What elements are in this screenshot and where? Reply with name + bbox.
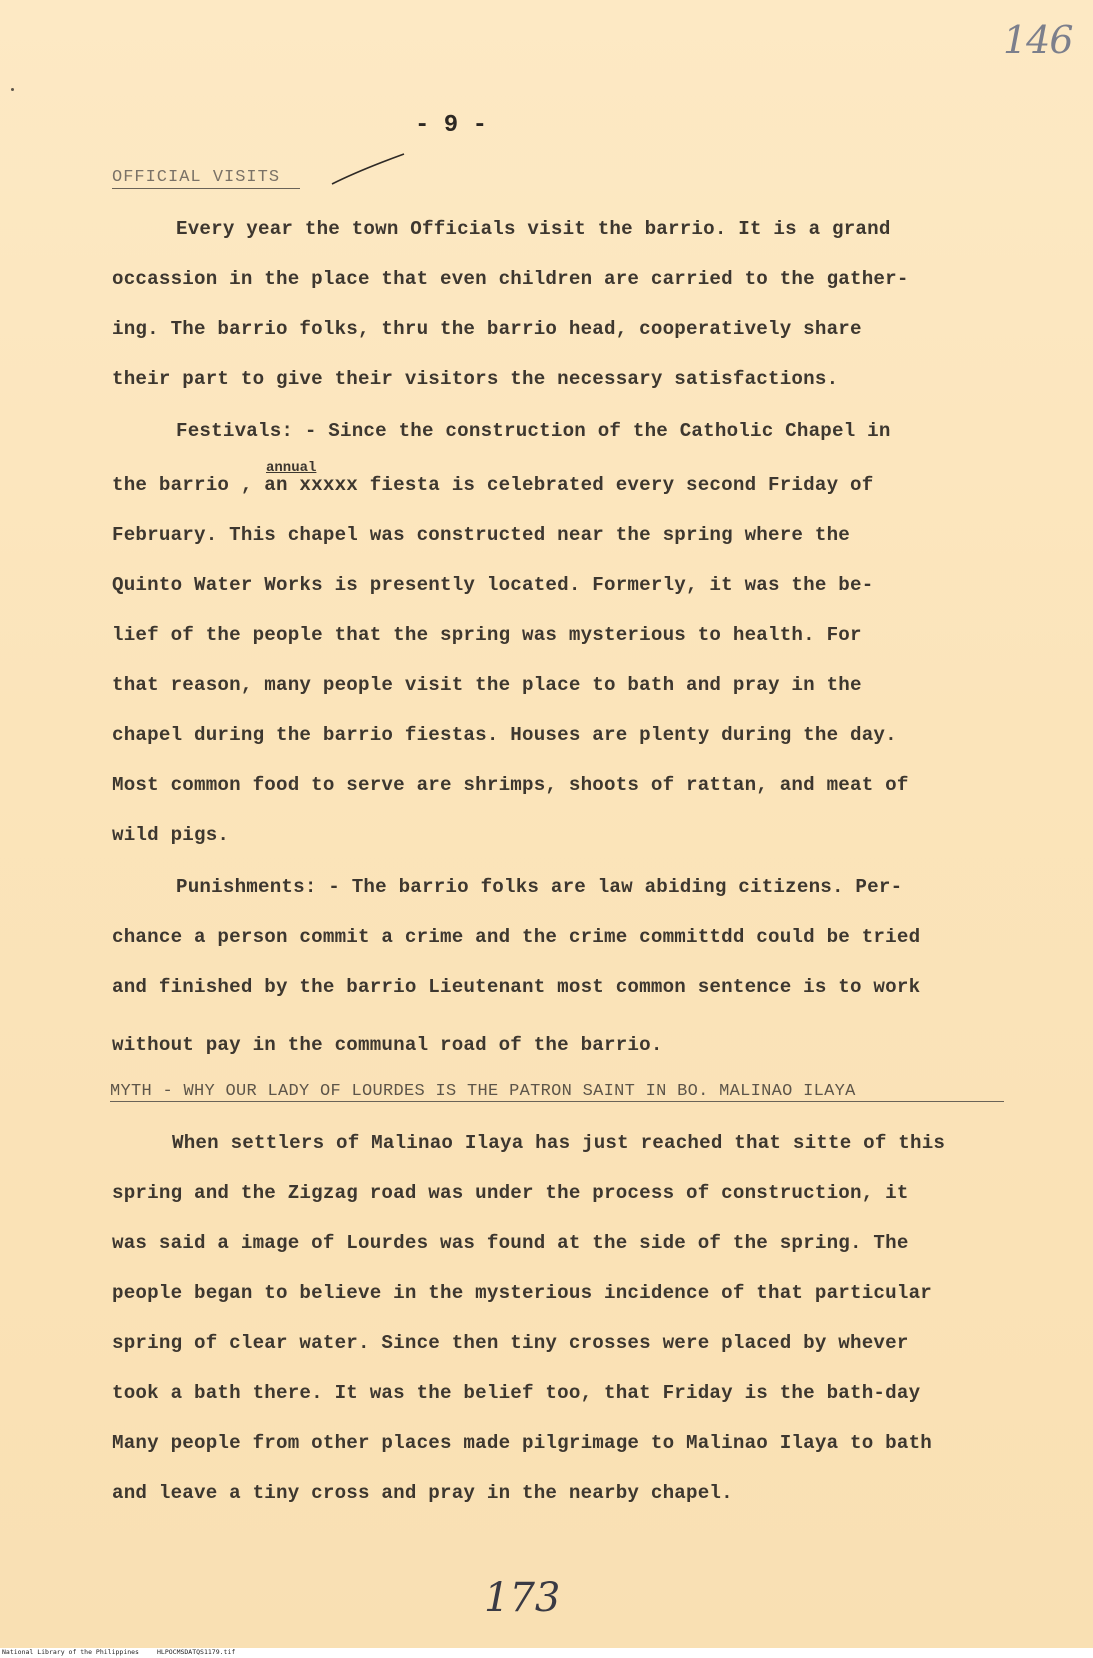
handwritten-corner-number: 146 [1003, 18, 1073, 62]
festivals-line: wild pigs. [112, 824, 230, 846]
myth-heading-underline [110, 1101, 1004, 1102]
festivals-line: the barrio , an xxxxx fiesta is celebrated every second Friday of [112, 474, 874, 496]
official-visits-heading: OFFICIAL VISITS [112, 168, 281, 187]
festivals-line: lief of the people that the spring was mysterious to health. For [112, 624, 862, 646]
myth-line: was said a image of Lourdes was found at the side of the spring. The [112, 1232, 909, 1254]
footer-library: National Library of the Philippines [2, 1648, 139, 1656]
myth-line: and leave a tiny cross and pray in the nearby chapel. [112, 1482, 733, 1504]
heading-underline [112, 188, 300, 189]
festivals-line: that reason, many people visit the place to bath and pray in the [112, 674, 862, 696]
pen-stroke-mark [330, 152, 410, 192]
footer-filename: HLPOCMSDATQS1179.tif [157, 1648, 236, 1656]
myth-line: spring and the Zigzag road was under the process of construction, it [112, 1182, 909, 1204]
scan-footer [0, 1648, 1093, 1658]
official-visits-line: their part to give their visitors the necessary satisfactions. [112, 368, 839, 390]
handwritten-insertion: annual [266, 460, 317, 476]
handwritten-bottom-number: 173 [484, 1575, 561, 1621]
punishments-line: and finished by the barrio Lieutenant most common sentence is to work [112, 976, 921, 998]
festivals-line: Festivals: - Since the construction of the Catholic Chapel in [176, 420, 891, 442]
myth-line: When settlers of Malinao Ilaya has just reached that sitte of this [172, 1132, 946, 1154]
myth-line: people began to believe in the mysterious incidence of that particular [112, 1282, 933, 1304]
festivals-line: chapel during the barrio fiestas. Houses are plenty during the day. [112, 724, 897, 746]
myth-line: Many people from other places made pilgrimage to Malinao Ilaya to bath [112, 1432, 933, 1454]
official-visits-line: ing. The barrio folks, thru the barrio head, cooperatively share [112, 318, 862, 340]
festivals-line: February. This chapel was constructed near the spring where the [112, 524, 851, 546]
punishments-line: without pay in the communal road of the barrio. [112, 1034, 663, 1056]
myth-heading: MYTH - WHY OUR LADY OF LOURDES IS THE PATRON SAINT IN BO. MALINAO ILAYA [110, 1082, 856, 1101]
festivals-line: Quinto Water Works is presently located. Formerly, it was the be- [112, 574, 874, 596]
punishments-line: chance a person commit a crime and the crime committdd could be tried [112, 926, 921, 948]
margin-mark [11, 88, 14, 91]
festivals-line: Most common food to serve are shrimps, shoots of rattan, and meat of [112, 774, 909, 796]
official-visits-line: Every year the town Officials visit the barrio. It is a grand [176, 218, 891, 240]
official-visits-line: occassion in the place that even children are carried to the gather- [112, 268, 909, 290]
myth-line: spring of clear water. Since then tiny crosses were placed by whever [112, 1332, 909, 1354]
punishments-line: Punishments: - The barrio folks are law abiding citizens. Per- [176, 876, 903, 898]
page-number: - 9 - [415, 112, 488, 139]
myth-line: took a bath there. It was the belief too, that Friday is the bath-day [112, 1382, 921, 1404]
